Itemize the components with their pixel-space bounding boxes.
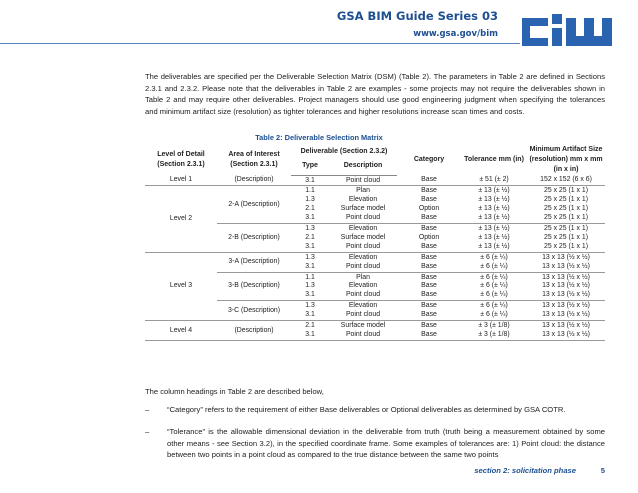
header-level: Level of Detail (Section 2.3.1) bbox=[157, 151, 205, 168]
bullet-tolerance bbox=[145, 426, 605, 461]
gsa-url-link[interactable]: www.gsa.gov/bim bbox=[413, 29, 498, 39]
tolerance-cell: ± 6 (± ¼) bbox=[461, 291, 527, 300]
deliverable-selection-matrix bbox=[145, 145, 605, 341]
type-cell: 1.1 bbox=[305, 187, 315, 195]
tolerance-cell: ± 3 (± 1/8) bbox=[461, 331, 527, 340]
description-cell: Point cloud bbox=[329, 311, 397, 320]
type-cell: 3.1 bbox=[291, 263, 329, 272]
category-cell: Base bbox=[421, 187, 437, 195]
tolerance-cell: ± 6 (± ¼) bbox=[480, 302, 508, 310]
artifact-cell: 13 x 13 (½ x ½) bbox=[542, 302, 590, 310]
artifact-cell: 25 x 25 (1 x 1) bbox=[527, 243, 605, 252]
description-cell: Plan bbox=[356, 187, 370, 195]
description-cell: Point cloud bbox=[329, 214, 397, 223]
artifact-cell: 13 x 13 (½ x ½) bbox=[527, 311, 605, 320]
header-artifact: Minimum Artifact Size (resolution) mm x mm (in x in) bbox=[529, 146, 603, 173]
category-cell: Base bbox=[397, 175, 461, 186]
artifact-cell: 13 x 13 (½ x ½) bbox=[527, 263, 605, 272]
description-cell: Point cloud bbox=[329, 263, 397, 272]
footer-section-label: section 2: solicitation phase bbox=[474, 466, 576, 475]
tolerance-cell: ± 3 (± 1/8) bbox=[478, 322, 510, 330]
description-cell: Elevation bbox=[348, 302, 378, 310]
description-cell: Plan bbox=[356, 273, 370, 281]
header-description: Description bbox=[329, 159, 397, 175]
artifact-cell: 25 x 25 (1 x 1) bbox=[543, 205, 589, 213]
table-row bbox=[145, 321, 605, 331]
level-cell: Level 2 bbox=[145, 186, 217, 252]
category-cell: Base bbox=[421, 273, 437, 281]
header-category: Category bbox=[413, 156, 445, 163]
area-cell: 3-C (Description) bbox=[217, 301, 291, 321]
type-cell: 3.1 bbox=[291, 214, 329, 223]
description-cell: Surface model bbox=[340, 322, 386, 330]
artifact-cell: 13 x 13 (½ x ½) bbox=[542, 253, 590, 261]
table-caption: Table 2: Deliverable Selection Matrix bbox=[255, 133, 383, 142]
header-deliverable: Deliverable (Section 2.3.2) bbox=[300, 147, 388, 155]
bullet-dash: – bbox=[145, 405, 150, 414]
header-tolerance: Tolerance mm (in) bbox=[464, 156, 524, 163]
area-cell: 3-B (Description) bbox=[217, 272, 291, 301]
area-cell: 2-B (Description) bbox=[217, 224, 291, 253]
category-cell: Base bbox=[421, 253, 437, 261]
tolerance-cell: ± 6 (± ¼) bbox=[480, 253, 508, 261]
type-cell: 3.1 bbox=[291, 291, 329, 300]
type-cell: 1.3 bbox=[305, 253, 315, 261]
description-cell: Point cloud bbox=[329, 175, 397, 186]
category-cell: Base bbox=[397, 263, 461, 272]
tolerance-cell: ± 6 (± ¼) bbox=[461, 263, 527, 272]
level-cell: Level 1 bbox=[145, 175, 217, 186]
category-cell: Base bbox=[421, 196, 437, 204]
column-headings-intro: The column headings in Table 2 are described below, bbox=[145, 387, 324, 396]
table-row bbox=[145, 252, 605, 262]
tolerance-cell: ± 13 (± ½) bbox=[478, 233, 510, 241]
description-cell: Surface model bbox=[340, 205, 386, 213]
tolerance-cell: ± 6 (± ¼) bbox=[480, 273, 508, 281]
type-cell: 3.1 bbox=[291, 311, 329, 320]
area-cell: (Description) bbox=[217, 321, 291, 341]
category-cell: Base bbox=[397, 243, 461, 252]
tolerance-cell: ± 13 (± ½) bbox=[478, 225, 510, 233]
type-cell: 1.3 bbox=[305, 225, 315, 233]
category-cell: Option bbox=[418, 205, 440, 213]
artifact-cell: 13 x 13 (½ x ½) bbox=[527, 331, 605, 340]
area-cell: 3-A (Description) bbox=[217, 252, 291, 272]
artifact-cell: 13 x 13 (½ x ½) bbox=[542, 282, 590, 290]
area-cell: 2-A (Description) bbox=[217, 186, 291, 224]
artifact-cell: 152 x 152 (6 x 6) bbox=[527, 175, 605, 186]
tolerance-cell: ± 13 (± ½) bbox=[478, 205, 510, 213]
artifact-cell: 13 x 13 (½ x ½) bbox=[542, 273, 590, 281]
bullet-text: “Category” refers to the requirement of either Base deliverables or Optional deliverables as determined by GSA COTR. bbox=[167, 405, 566, 414]
description-cell: Point cloud bbox=[329, 291, 397, 300]
tolerance-cell: ± 6 (± ¼) bbox=[461, 311, 527, 320]
gsa-logo bbox=[520, 12, 616, 52]
description-cell: Elevation bbox=[348, 282, 378, 290]
category-cell: Base bbox=[421, 302, 437, 310]
artifact-cell: 25 x 25 (1 x 1) bbox=[543, 196, 589, 204]
bullet-dash: – bbox=[145, 427, 150, 436]
artifact-cell: 25 x 25 (1 x 1) bbox=[543, 225, 589, 233]
level-cell: Level 3 bbox=[145, 252, 217, 320]
intro-paragraph: The deliverables are specified per the Deliverable Selection Matrix (DSM) (Table 2). The parameters in Table 2 are defined in Sections 2.3.1 and 2.3.2. Please note that the deliverables in Table 2 are examples - some projects may not require the deliverables shown in Table 2 and may require other deliverables. Project managers should use good engineering judgment when specifying the tolerances and minimum artifact size (resolution) as tighter tolerances and higher resolutions increase scan times and costs. bbox=[145, 72, 605, 116]
header-rule bbox=[0, 43, 520, 44]
type-cell: 2.1 bbox=[305, 205, 315, 213]
category-cell: Base bbox=[397, 214, 461, 223]
description-cell: Elevation bbox=[348, 196, 378, 204]
series-title: GSA BIM Guide Series 03 bbox=[336, 9, 498, 23]
table-row bbox=[145, 186, 605, 196]
category-cell: Option bbox=[418, 233, 440, 241]
tolerance-cell: ± 13 (± ½) bbox=[461, 214, 527, 223]
category-cell: Base bbox=[397, 331, 461, 340]
tolerance-cell: ± 13 (± ½) bbox=[478, 187, 510, 195]
category-cell: Base bbox=[421, 282, 437, 290]
description-cell: Surface model bbox=[340, 233, 386, 241]
type-cell: 1.1 bbox=[305, 273, 315, 281]
type-cell: 3.1 bbox=[291, 243, 329, 252]
artifact-cell: 25 x 25 (1 x 1) bbox=[543, 233, 589, 241]
header-area: Area of Interest (Section 2.3.1) bbox=[228, 151, 280, 168]
description-cell: Elevation bbox=[348, 253, 378, 261]
artifact-cell: 13 x 13 (½ x ½) bbox=[542, 322, 590, 330]
category-cell: Base bbox=[397, 311, 461, 320]
type-cell: 2.1 bbox=[305, 322, 315, 330]
tolerance-cell: ± 6 (± ¼) bbox=[480, 282, 508, 290]
area-cell: (Description) bbox=[217, 175, 291, 186]
tolerance-cell: ± 13 (± ½) bbox=[461, 243, 527, 252]
page-number: 5 bbox=[600, 466, 605, 475]
description-cell: Elevation bbox=[348, 225, 378, 233]
table-row bbox=[145, 175, 605, 186]
artifact-cell: 25 x 25 (1 x 1) bbox=[543, 187, 589, 195]
type-cell: 1.3 bbox=[305, 196, 315, 204]
category-cell: Base bbox=[421, 322, 437, 330]
bullet-category bbox=[145, 404, 605, 416]
description-cell: Point cloud bbox=[329, 331, 397, 340]
description-cell: Point cloud bbox=[329, 243, 397, 252]
level-cell: Level 4 bbox=[145, 321, 217, 341]
type-cell: 3.1 bbox=[291, 331, 329, 340]
type-cell: 1.3 bbox=[305, 302, 315, 310]
tolerance-cell: ± 51 (± 2) bbox=[461, 175, 527, 186]
type-cell: 1.3 bbox=[305, 282, 315, 290]
category-cell: Base bbox=[397, 291, 461, 300]
type-cell: 3.1 bbox=[291, 175, 329, 186]
header-type: Type bbox=[291, 159, 329, 175]
tolerance-cell: ± 13 (± ½) bbox=[478, 196, 510, 204]
artifact-cell: 13 x 13 (½ x ½) bbox=[527, 291, 605, 300]
type-cell: 2.1 bbox=[305, 233, 315, 241]
bullet-text: “Tolerance” is the allowable dimensional deviation in the deliverable from truth (truth being a measurement obtained by some other means - see Section 3.2), in the specified coordinate frame. Some examples of tolerances are: 1) Point cloud: the distance between two points in a point cloud as compared to the true distance between the same two points bbox=[167, 427, 605, 460]
category-cell: Base bbox=[421, 225, 437, 233]
artifact-cell: 25 x 25 (1 x 1) bbox=[527, 214, 605, 223]
